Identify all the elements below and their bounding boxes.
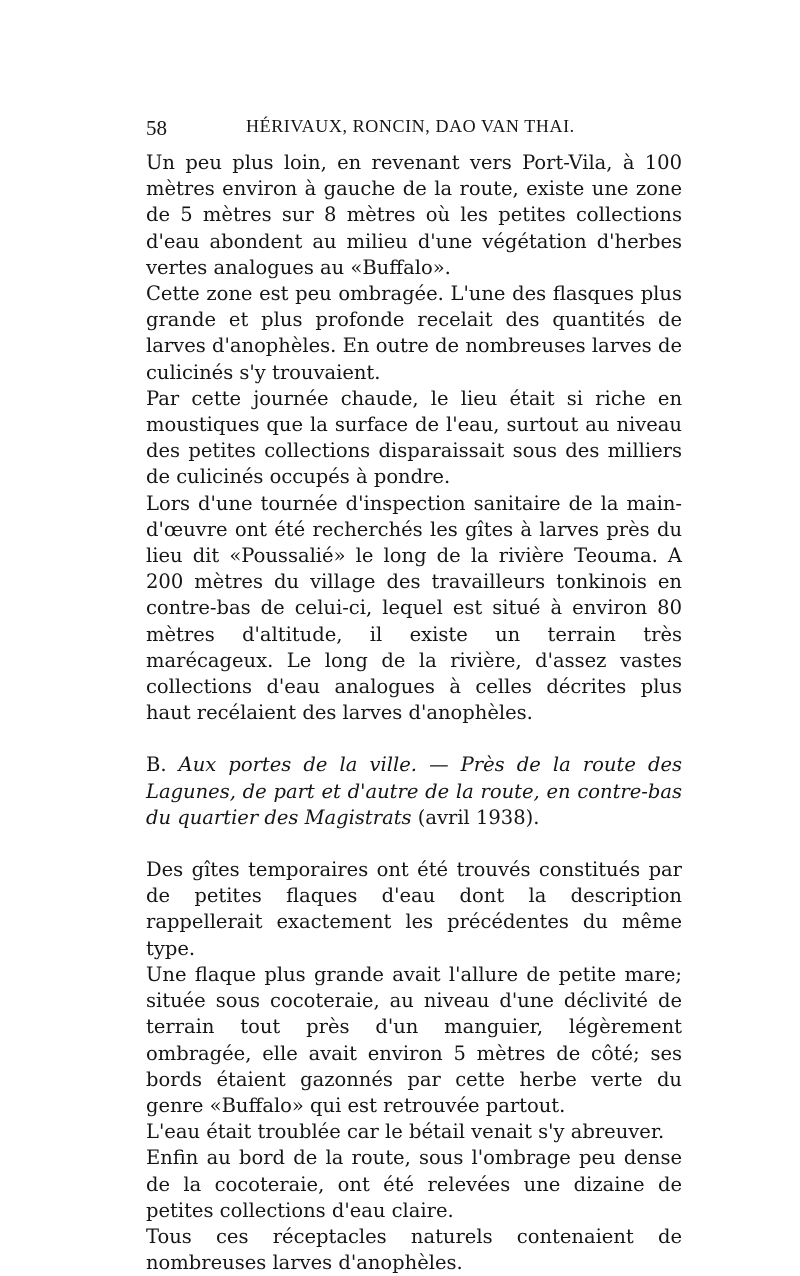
paragraph: Un peu plus loin, en revenant vers Port-Vila, à 100 mètres environ à gauche de la route, existe une zone de 5 mètres sur 8 mètres où les petites collections d'eau abondent au milieu d'une végétation d'herbes vertes analogues au «Buffalo». <box>146 151 682 279</box>
paragraph: Lors d'une tournée d'inspection sanitaire de la main-d'œuvre ont été recherchés les gîtes à larves près du lieu dit «Poussalié» le long de la rivière Teouma. A 200 mètres du village des travailleurs tonkinois en contre-bas de celui-ci, lequel est situé à environ 80 mètres d'altitude, il existe un terrain très marécageux. Le long de la rivière, d'assez vastes collections d'eau analogues à celles décrites plus haut recélaient des larves d'anophèles. <box>146 491 682 725</box>
paragraph: Tous ces réceptacles naturels contenaient de nombreuses larves d'anophèles. <box>146 1224 682 1275</box>
paragraph: Enfin au bord de la route, sous l'ombrage peu dense de la cocoteraie, ont été relevées une dizaine de petites collections d'eau claire. <box>146 1146 682 1222</box>
section-heading-b <box>146 752 682 831</box>
section-title: Aux portes de la ville. — Près de la route des Lagunes, de part et d'autre de la route, en contre-bas du quartier des Magistrats <box>146 753 682 829</box>
book-page <box>146 110 682 1276</box>
paragraph: Des gîtes temporaires ont été trouvés constitués par de petites flaques d'eau dont la description rappellerait exactement les précédentes du même type. <box>146 858 682 960</box>
running-head <box>146 110 682 150</box>
paragraph: Par cette journée chaude, le lieu était si riche en moustiques que la surface de l'eau, surtout au niveau des petites collections disparaissait sous des milliers de culicinés occupés à pondre. <box>146 386 682 489</box>
section-date: (avril 1938). <box>417 805 540 829</box>
paragraph: Cette zone est peu ombragée. L'une des flasques plus grande et plus profonde recelait des quantités de larves d'anophèles. En outre de nombreuses larves de culicinés s'y trouvaient. <box>146 282 682 384</box>
paragraph: L'eau était troublée car le bétail venait s'y abreuver. <box>146 1120 665 1144</box>
body-text-part1 <box>146 150 682 726</box>
running-head-authors: HÉRIVAUX, RONCIN, DAO VAN THAI. <box>246 116 575 136</box>
spacer <box>146 831 682 857</box>
body-text-part2 <box>146 857 682 1276</box>
paragraph: Une flaque plus grande avait l'allure de petite mare; située sous cocoteraie, au niveau d'une déclivité de terrain tout près d'un manguier, légèrement ombragée, elle avait environ 5 mètres de côté; ses bords étaient gazonnés par cette herbe verte du genre «Buffalo» qui est retrouvée partout. <box>146 962 682 1117</box>
section-letter: B. <box>146 753 167 777</box>
page-number: 58 <box>146 116 167 140</box>
